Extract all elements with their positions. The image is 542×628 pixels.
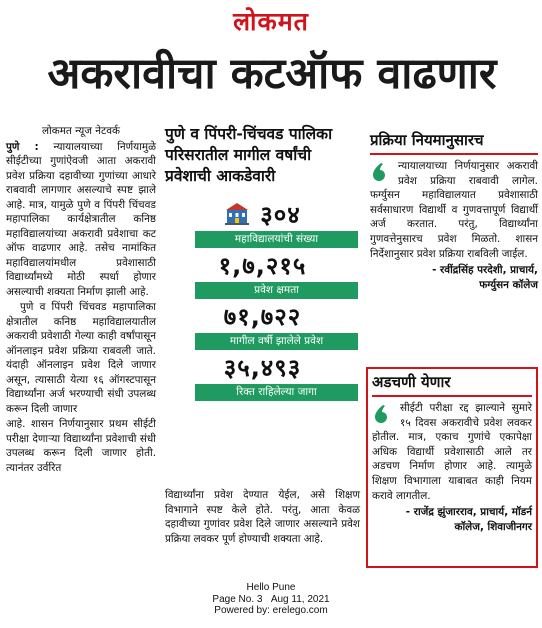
paragraph-text: न्यायालयाच्या निर्णयामुळे सीईटीच्या गुणांऐवजी आता अकरावी प्रवेश प्रक्रिया दहावीच्या गुणांच्या आधारे राबवावी लागणार असल्याचे स्पष्ट झाले आहे. मात्र, यामुळे पुणे व पिंपरी चिंचवड महापालिका कार्यक्षेत्रातील कनिष्ठ महाविद्यालयांच्या अकरावी प्रवेशाचा कट ऑफ वाढणार आहे. तसेच नामांकित महाविद्यालयांमधील प्रवेशासाठी विद्यार्थ्यांमध्ये मोठी स्पर्धा होणार असल्याची शक्यता निर्माण झाली आहे. xyxy=(6,140,157,298)
attribution-college: फर्ग्युसन कॉलेज xyxy=(479,279,538,292)
attribution-name: - राजेंद्र झुंजारराव, प्राचार्य, मॉडर्न xyxy=(405,506,532,519)
quote-mark-icon xyxy=(372,403,394,425)
highlighted-quote-box xyxy=(366,367,538,568)
paragraph: आहे. शासन निर्णयानुसार प्रथम सीईटी परीक्षा देणाऱ्या विद्यार्थ्यांना प्रवेशाची संधी उपलब्ध करून दिली जाणार होती. त्यानंतर उर्वरित xyxy=(6,418,156,474)
dateline: पुणे : xyxy=(6,140,39,153)
quote-attribution xyxy=(372,505,532,535)
stat-vacant-seats xyxy=(165,350,360,401)
edition-name: Hello Pune xyxy=(246,582,296,593)
stat-label: मागील वर्षी झालेले प्रवेश xyxy=(195,333,358,350)
page-info xyxy=(0,594,542,606)
quote-block xyxy=(370,159,538,261)
article-column-1 xyxy=(6,124,156,476)
stat-admissions xyxy=(165,299,360,350)
page-footer xyxy=(0,582,542,617)
quote-block xyxy=(372,401,532,503)
quote-attribution xyxy=(370,263,538,293)
stat-label: महाविद्यालयांची संख्या xyxy=(195,231,358,248)
paragraph: पुणे व पिंपरी चिंचवड महापालिका क्षेत्रातील कनिष्ठ महाविद्यालयातील अकरावी प्रवेशाठी गेल्या काही वर्षांपासून ऑनलाइन प्रवेश प्रक्रिया राबवली जाते. यंदाही ऑनलाइन प्रवेश दिले जाणार असून, त्यासाठी येत्या १६ ऑगस्टपासून विद्यार्थ्यांना अर्ज भरण्याची संधी उपलब्ध करून दिली जाणार xyxy=(6,301,156,415)
sidebar-quote-1 xyxy=(370,130,538,293)
quote-mark-icon xyxy=(370,161,392,183)
stat-capacity xyxy=(165,248,360,299)
quote-text: सीईटी परीक्षा रद्द झाल्याने सुमारे १५ दिवस अकरावीचे प्रवेश लवकर होतील. मात्र, एकाच गुणांचे एकापेक्षा अधिक विद्यार्थी प्रवेशासाठी आले तर अडचण निर्माण होणार आहे. त्यामुळे शिक्षण विभागाला याबाबत काही नियम करावे लागतील. xyxy=(372,402,532,502)
statistics-panel xyxy=(165,124,360,401)
byline: लोकमत न्यूज नेटवर्क xyxy=(41,125,121,137)
stat-value: १,७,२१५ xyxy=(218,251,307,280)
page-number: Page No. 3 xyxy=(212,593,263,605)
college-building-icon xyxy=(224,202,250,226)
stat-value: ७१,७२२ xyxy=(223,302,302,331)
stat-label: प्रवेश क्षमता xyxy=(195,282,358,299)
attribution-college: कॉलेज, शिवाजीनगर xyxy=(454,521,532,534)
stat-value: ३०४ xyxy=(260,200,301,229)
paragraph xyxy=(6,140,156,300)
powered-by-link[interactable]: Powered by: erelego.com xyxy=(214,605,328,616)
stats-list xyxy=(165,197,360,401)
stat-colleges xyxy=(165,197,360,248)
statistics-heading: पुणे व पिंपरी-चिंचवड पालिका परिसरातील मागील वर्षांची प्रवेशाची आकडेवारी xyxy=(165,125,333,185)
newspaper-masthead: लोकमत xyxy=(233,7,309,36)
quote-text: न्यायालयाच्या निर्णयानुसार अकरावी प्रवेश प्रक्रिया राबवावी लागेल. फर्ग्युसन महाविद्यालयात प्रवेशासाठी सर्वसाधारण विद्यार्थी व गुणवत्तापूर्ण विद्यार्थी अर्ज करतात. परंतु, विद्यार्थ्यांना गुणवत्तेनुसारच प्रवेश मिळतो. शासन निर्देशानुसार प्रवेश प्रक्रिया राबविली जाईल. xyxy=(370,160,538,260)
article-headline: अकरावीचा कटऑफ वाढणार xyxy=(47,49,497,99)
quote-heading: अडचणी येणार xyxy=(372,372,532,397)
stat-value: ३५,४९३ xyxy=(223,353,302,382)
page-date: Aug 11, 2021 xyxy=(270,593,330,605)
attribution-name: - रवींद्रसिंह परदेशी, प्राचार्य, xyxy=(432,264,538,277)
statistics-footer-text: विद्यार्थ्यांना प्रवेश देण्यात येईल, असे शिक्षण विभागाने स्पष्ट केले होते. परंतु, आता केवळ दहावीच्या गुणांवर प्रवेश दिले जाणार असल्याने प्रवेश प्रक्रिया लवकर पूर्ण होण्याची शक्यता आहे. xyxy=(165,489,360,545)
quote-heading: प्रक्रिया नियमानुसारच xyxy=(370,130,538,155)
stat-label: रिक्त राहिलेल्या जागा xyxy=(195,384,358,401)
